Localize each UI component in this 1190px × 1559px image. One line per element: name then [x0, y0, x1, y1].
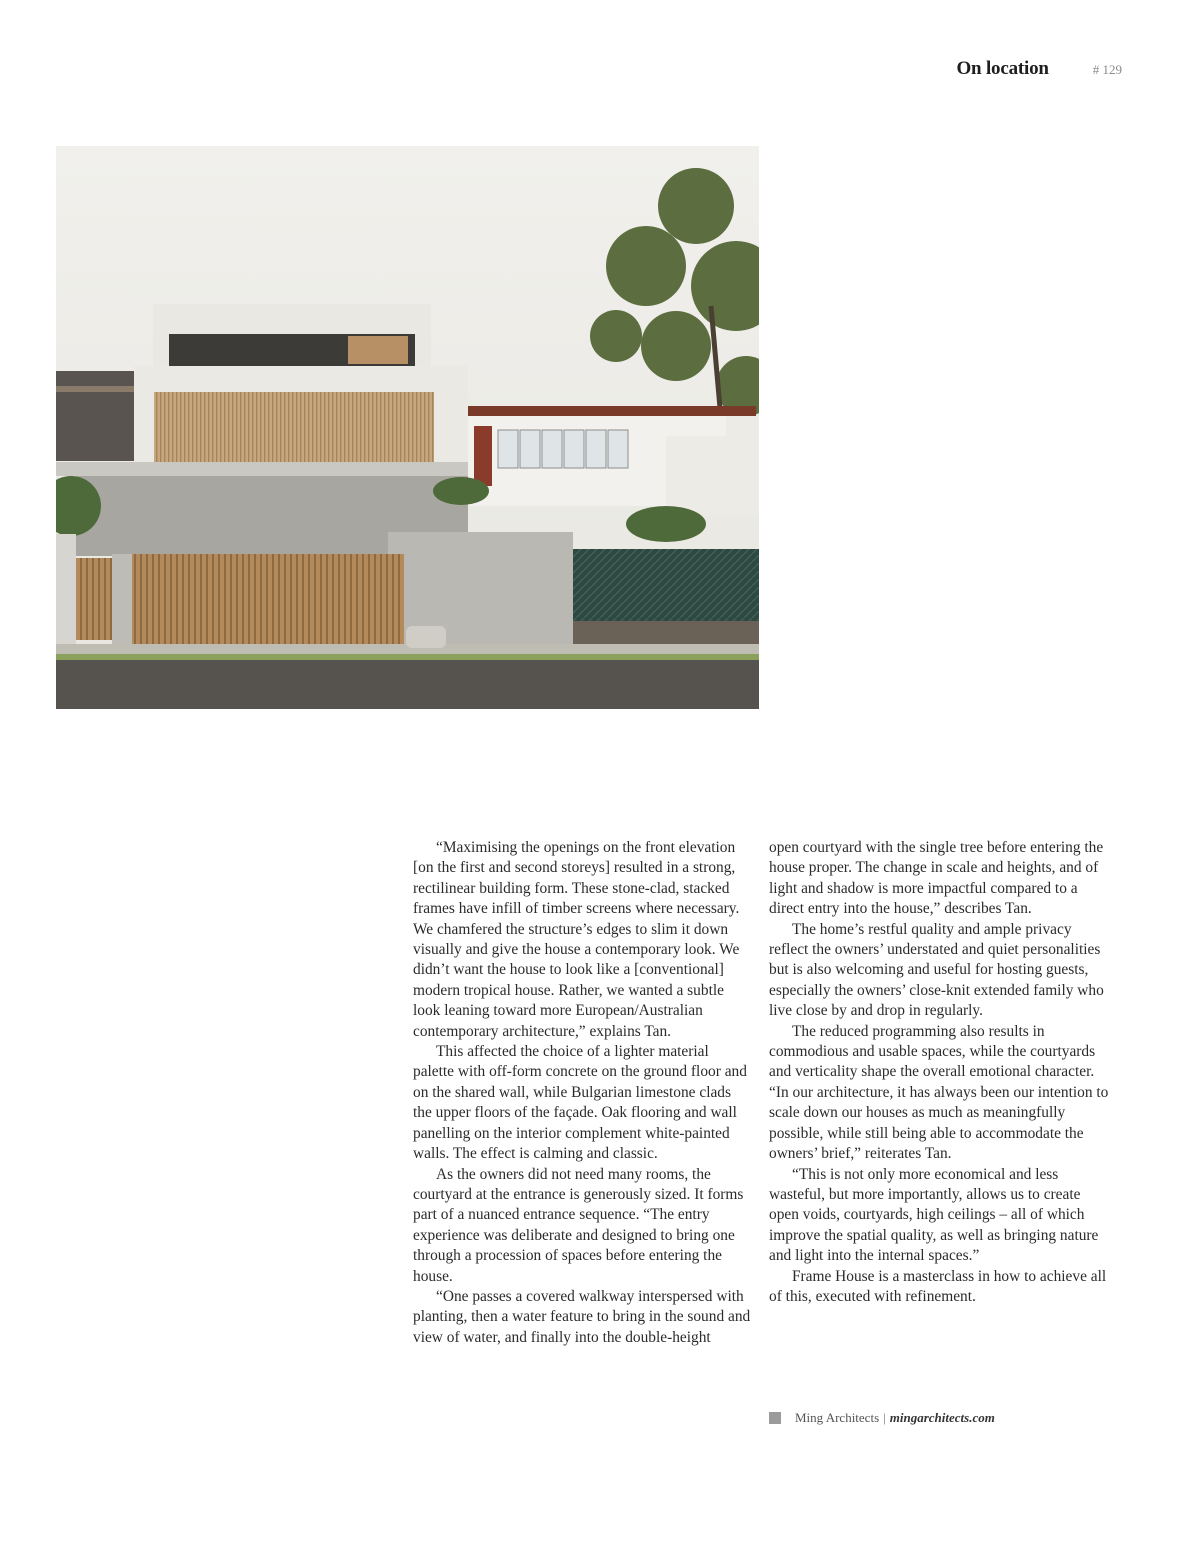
body-paragraph: “One passes a covered walkway interspersed with planting, then a water feature to bring in the sound and view of water, and finally into the double-height — [413, 1287, 751, 1346]
body-paragraph: open courtyard with the single tree before entering the house proper. The change in scale and heights, and of light and shadow is more impactful compared to a direct entry into the house,” describes Tan. — [769, 839, 1104, 918]
body-paragraph: This affected the choice of a lighter material palette with off-form concrete on the ground floor and on the shared wall, while Bulgarian limestone clads the upper floors of the façade. Oak flooring and wall panelling on the interior complement white-painted walls. The effect is calming and classic. — [413, 1043, 747, 1163]
page-number: # 129 — [1092, 62, 1122, 77]
body-paragraph: “Maximising the openings on the front elevation [on the first and second storeys] resulted in a strong, rectilinear building form. These stone-clad, stacked frames have infill of timber screens where necessary. We chamfered the structure’s edges to slim it down visually and give the house a contemporary look. We didn’t want the house to look like a [conventional] modern tropical house. Rather, we wanted a subtle look leaning toward more European/Australian contemporary architecture,” explains Tan. — [413, 839, 740, 1040]
house-photo — [56, 146, 759, 709]
text-column-left — [413, 838, 753, 1348]
architect-credit — [769, 1410, 995, 1426]
body-paragraph: The home’s restful quality and ample privacy reflect the owners’ understated and quiet personalities but is also welcoming and useful for hosting guests, especially the owners’ close-knit extended family who live close by and drop in regularly. — [769, 920, 1104, 1020]
section-title: On location — [956, 58, 1049, 79]
credit-separator: | — [883, 1410, 886, 1425]
body-paragraph: The reduced programming also results in commodious and usable spaces, while the courtyards and verticality shape the overall emotional character. “In our architecture, it has always been our intention to scale down our houses as much as meaningfully possible, while still being able to accommodate the owners’ brief,” reiterates Tan. — [769, 1022, 1109, 1163]
body-paragraph: “This is not only more economical and less wasteful, but more importantly, allows us to create open voids, courtyards, high ceilings – all of which improve the spatial quality, as well as bringing nature and light into the internal spaces.” — [769, 1165, 1099, 1265]
body-paragraph: Frame House is a masterclass in how to achieve all of this, executed with refinement. — [769, 1267, 1107, 1305]
body-paragraph: As the owners did not need many rooms, the courtyard at the entrance is generously sized. It forms part of a nuanced entrance sequence. “The entry experience was deliberate and designed to bring one through a procession of spaces before entering the house. — [413, 1165, 744, 1285]
credit-website-link[interactable]: mingarchitects.com — [889, 1410, 995, 1425]
end-mark-icon — [769, 1412, 781, 1424]
running-header — [956, 58, 1122, 80]
credit-name: Ming Architects — [795, 1410, 880, 1425]
text-column-right — [769, 838, 1109, 1307]
house-photo-illustration — [56, 146, 759, 709]
